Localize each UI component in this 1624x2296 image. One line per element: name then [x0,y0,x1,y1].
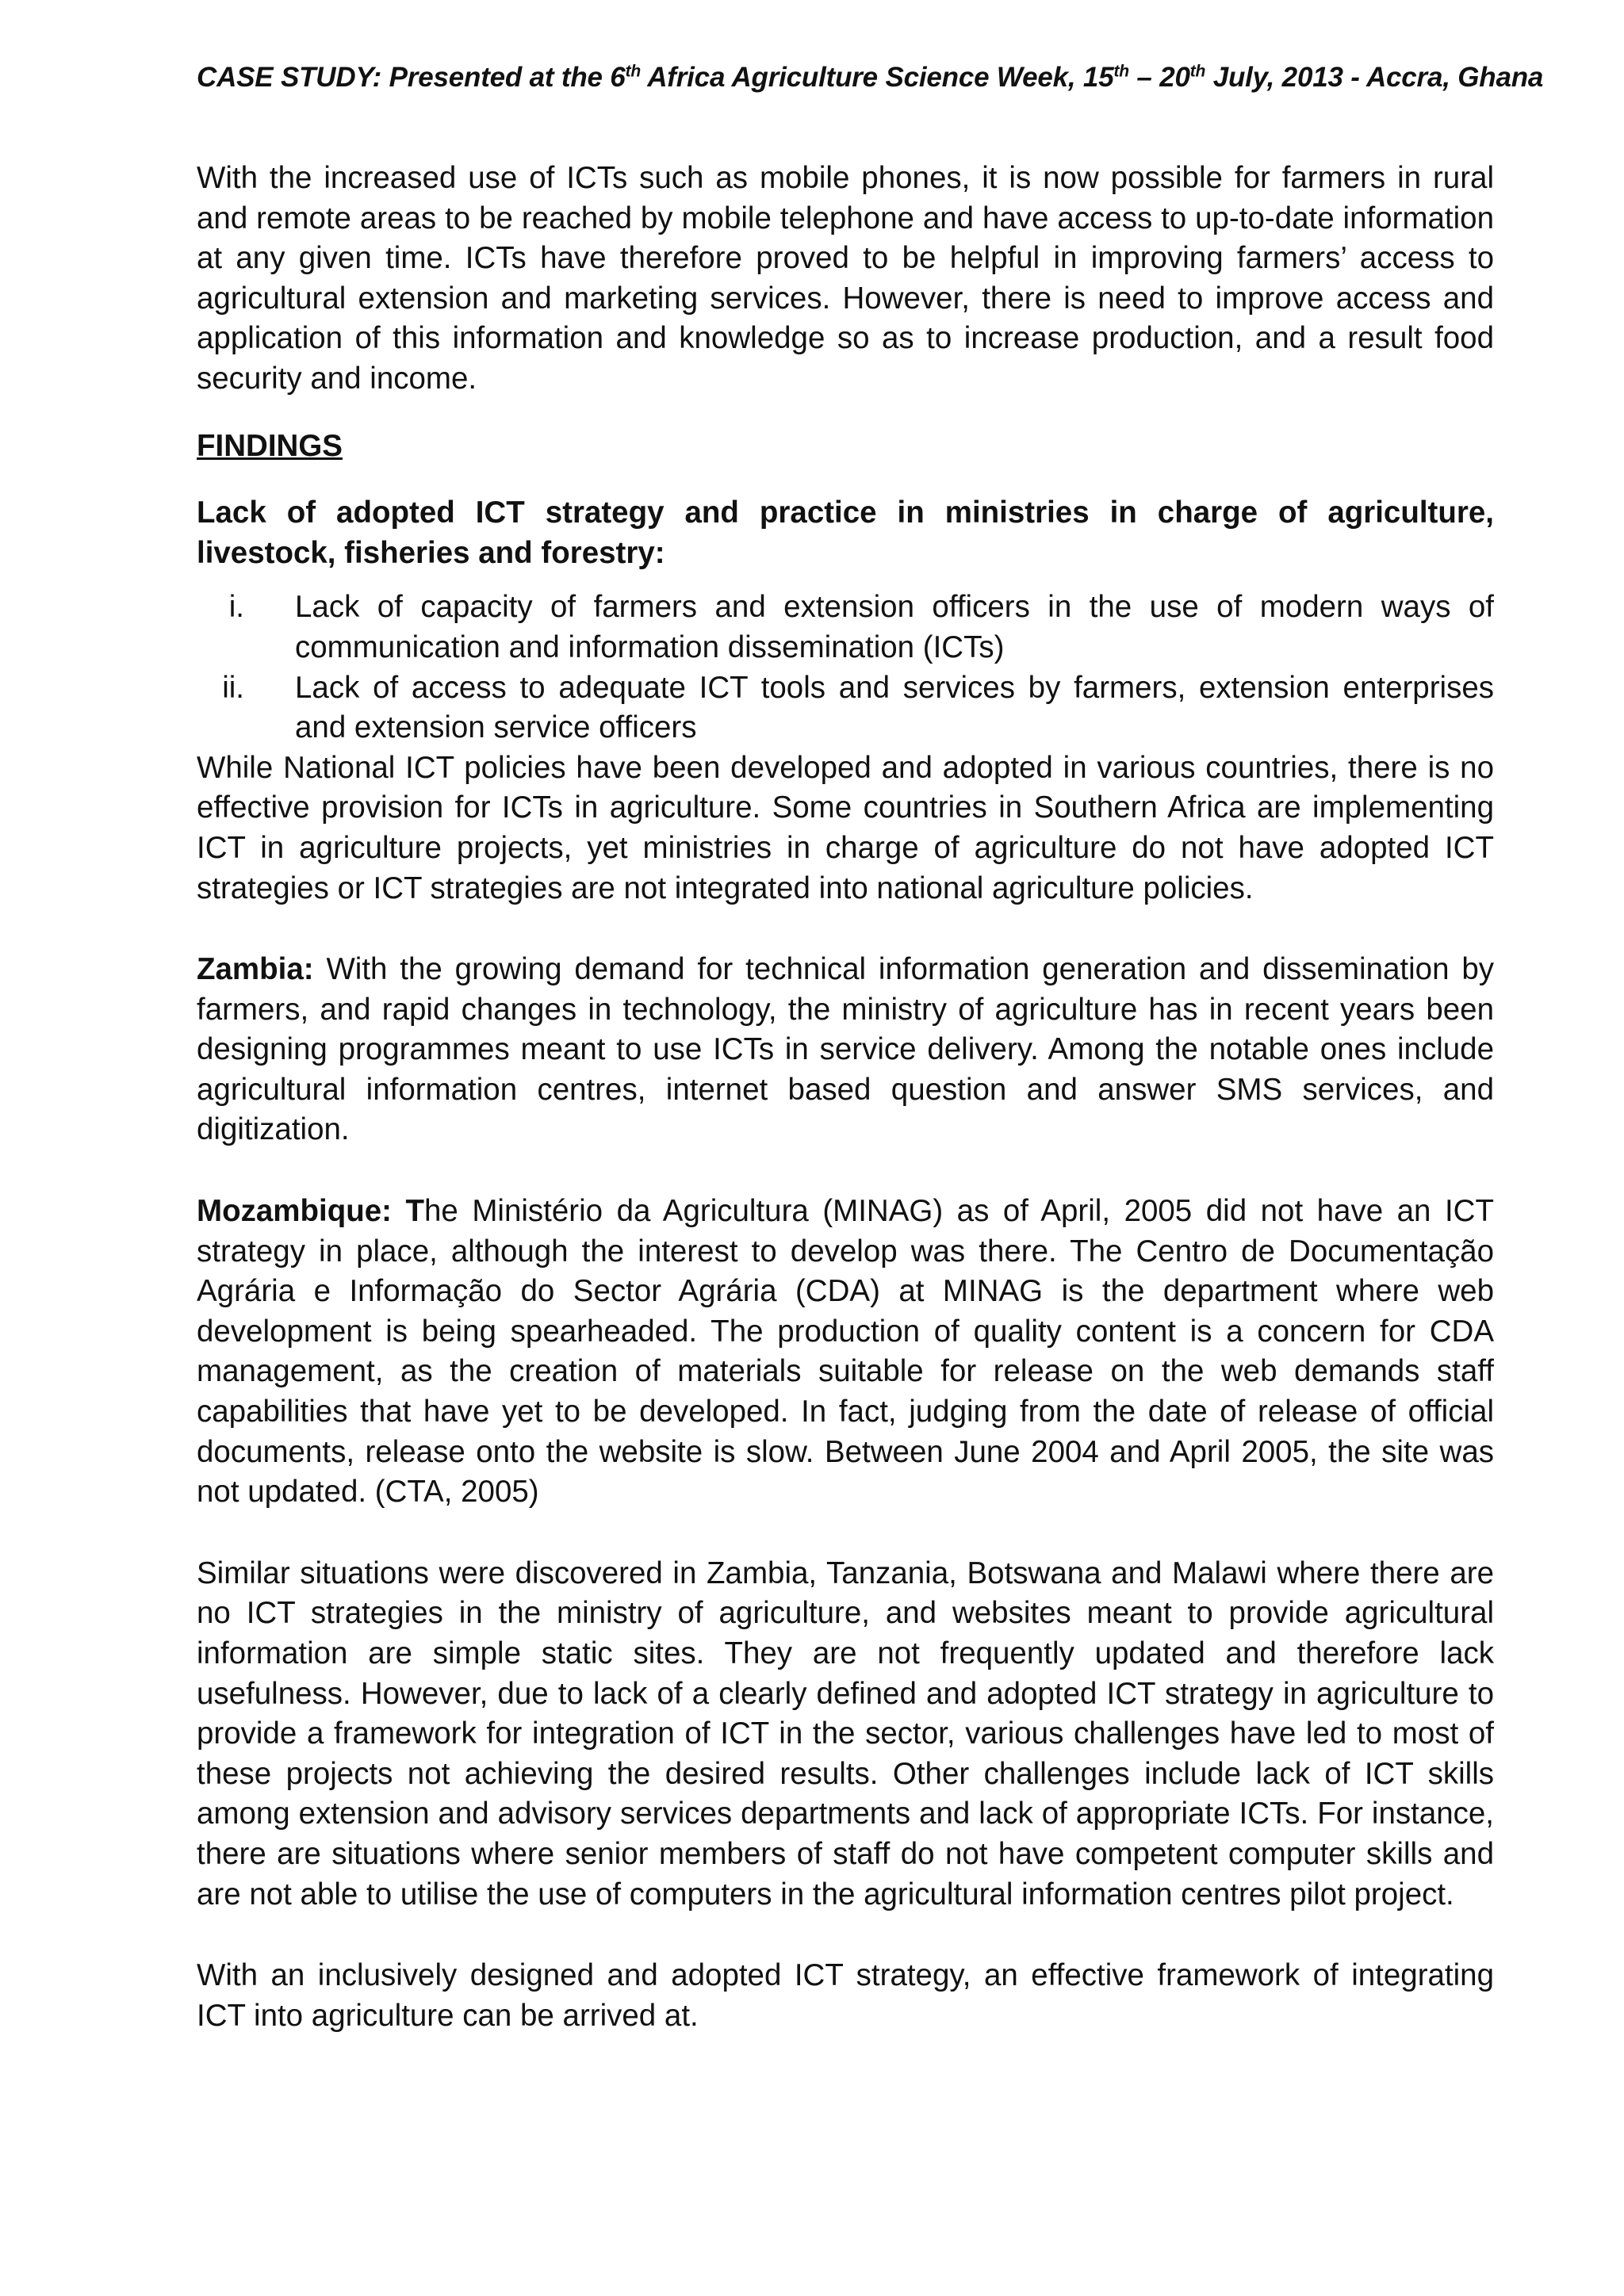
similar-situations-paragraph: Similar situations were discovered in Zambia, Tanzania, Botswana and Malawi where there are no ICT strategies in the ministry of agriculture, and websites meant to provide agricultural information are simple static sites. They are not frequently updated and therefore lack usefulness. However, due to lack of a clearly defined and adopted ICT strategy in agriculture to provide a framework for integration of ICT in the sector, various challenges have led to most of these projects not achieving the desired results. Other challenges include lack of ICT skills among extension and advisory services departments and lack of appropriate ICTs. For instance, there are situations where senior members of staff do not have competent computer skills and are not able to utilise the use of computers in the agricultural information centres pilot project. [197,1556,1494,1911]
header-text-3: – 20 [1128,62,1190,93]
mozambique-label: Mozambique: T [197,1194,424,1229]
list-item [197,668,1494,748]
closing-paragraph: With an inclusively designed and adopted ICT strategy, an effective framework of integrating ICT into agriculture can be arrived at. [197,1958,1494,2033]
national-policy-paragraph: While National ICT policies have been developed and adopted in various countries, there is no effective provision for ICTs in agriculture. Some countries in Southern Africa are implementing ICT in agriculture projects, yet ministries in charge of agriculture do not have adopted ICT strategies or ICT strategies are not integrated into national agriculture policies. [197,750,1494,905]
findings-heading: FINDINGS [197,428,343,463]
list-item [197,587,1494,668]
document-body [197,159,1494,2036]
list-item-number: ii. [222,670,244,705]
header-text-4: July, 2013 - Accra, Ghana [1205,62,1544,93]
header-text-1: Presented at the 6 [381,62,626,93]
list-item-text: Lack of capacity of farmers and extension officers in the use of modern ways of communication and information dissemination (ICTs) [295,590,1494,664]
list-item-number: i. [228,590,244,625]
mozambique-paragraph [197,1192,1494,1513]
running-header [197,62,1544,94]
header-prefix: CASE STUDY: [197,62,382,93]
findings-subheading: Lack of adopted ICT strategy and practice in ministries in charge of agriculture, livestock, fisheries and forestry: [197,496,1494,570]
header-sup-2: th [1113,62,1129,81]
header-sup-3: th [1189,62,1206,81]
zambia-label: Zambia: [197,952,314,987]
header-sup-1: th [625,62,641,81]
zambia-paragraph [197,950,1494,1150]
intro-paragraph: With the increased use of ICTs such as mobile phones, it is now possible for farmers in rural and remote areas to be reached by mobile telephone and have access to up-to-date information at any given time. ICTs have therefore proved to be helpful in improving farmers’ access to agricultural extension and marketing services. However, there is need to improve access and application of this information and knowledge so as to increase production, and a result food security and income. [197,161,1494,396]
zambia-text: With the growing demand for technical information generation and dissemination by farmers, and rapid changes in technology, the ministry of agriculture has in recent years been designing programmes meant to use ICTs in service delivery. Among the notable ones include agricultural information centres, internet based question and answer SMS services, and digitization. [197,952,1494,1147]
findings-list [197,587,1494,748]
header-text-2: Africa Agriculture Science Week, 15 [640,62,1114,93]
mozambique-text: he Ministério da Agricultura (MINAG) as of April, 2005 did not have an ICT strategy in place, although the interest to develop was there. The Centro de Documentação Agrária e Informação do Sector Agrária (CDA) at MINAG is the department where web development is being spearheaded. The production of quality content is a concern for CDA management, as the creation of materials suitable for release on the web demands staff capabilities that have yet to be developed. In fact, judging from the date of release of official documents, release onto the website is slow. Between June 2004 and April 2005, the site was not updated. (CTA, 2005) [197,1194,1494,1510]
list-item-text: Lack of access to adequate ICT tools and services by farmers, extension enterprises and extension service officers [295,670,1494,745]
